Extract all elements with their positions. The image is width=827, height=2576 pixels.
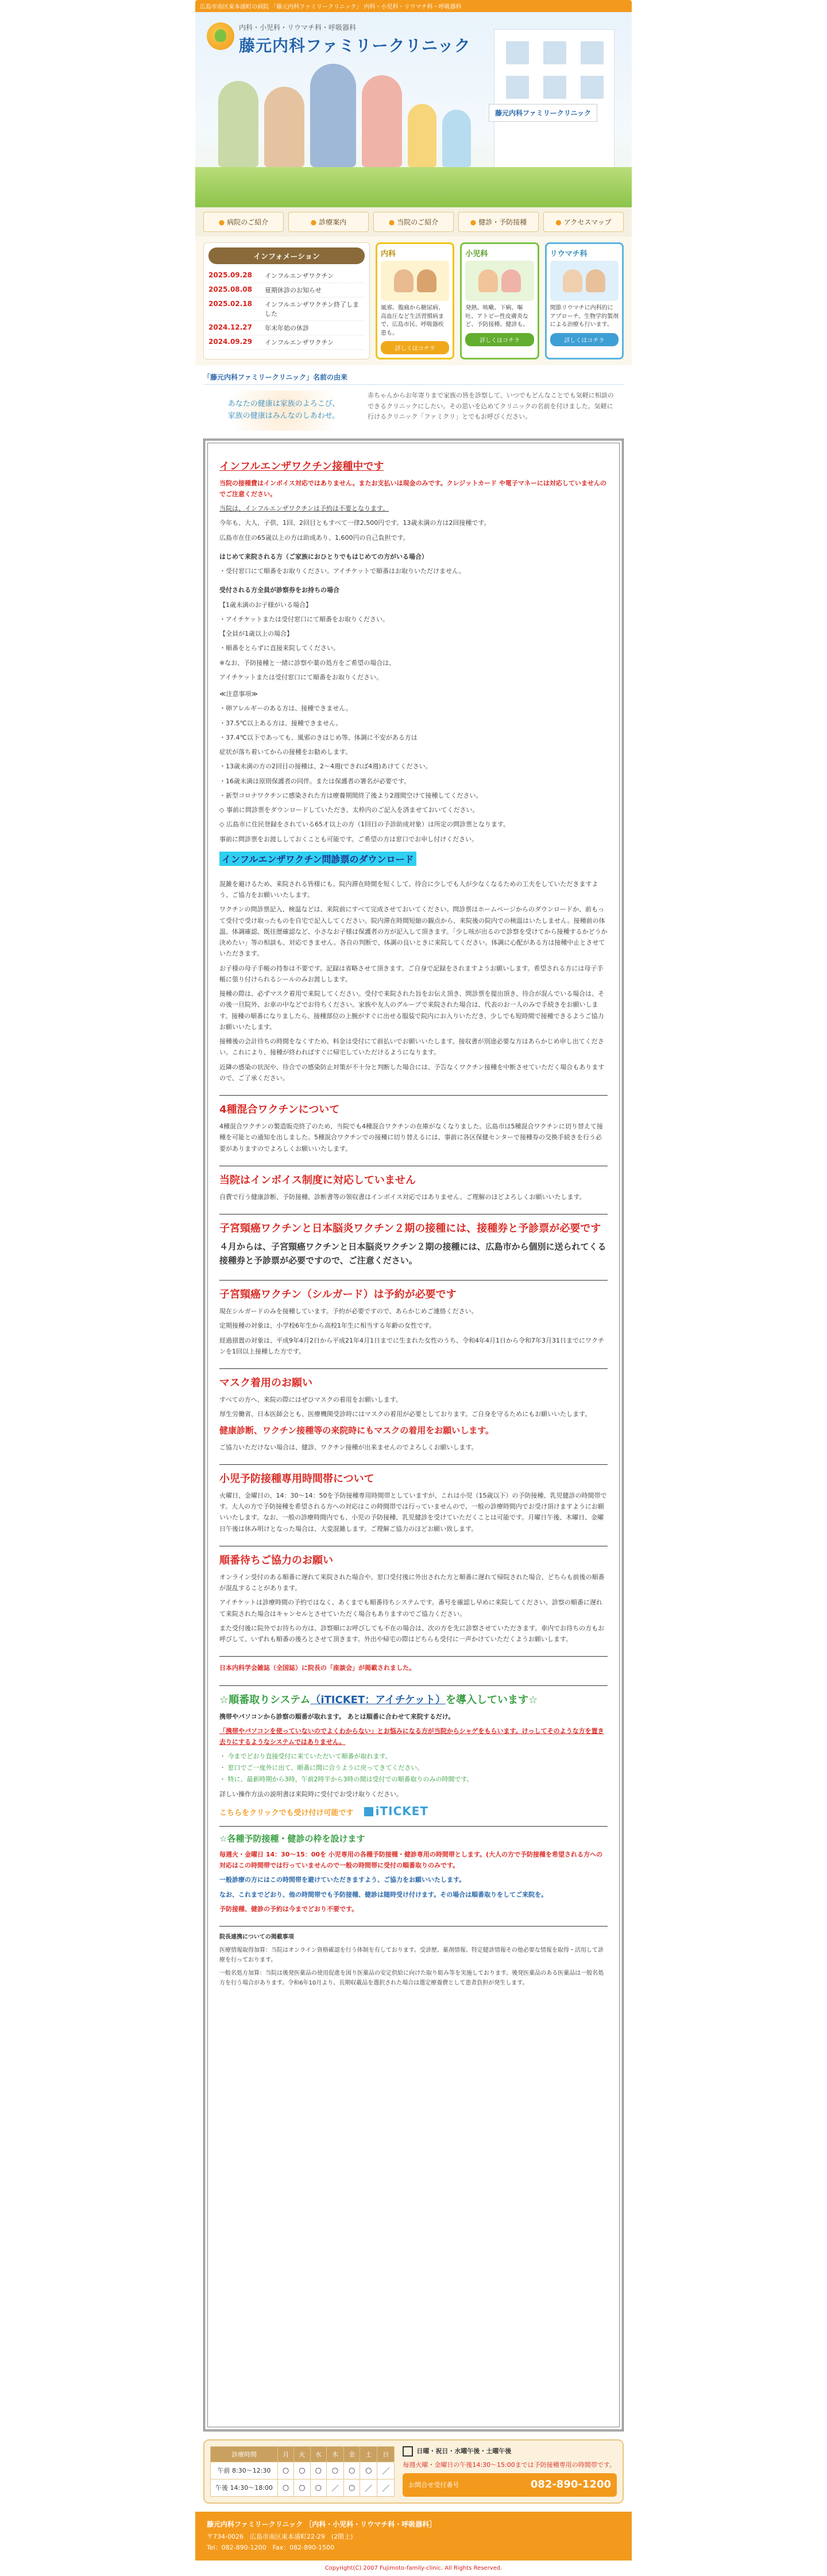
heart-leaf-icon (207, 22, 234, 50)
dept-more-button[interactable]: 詳しくはコチラ (465, 333, 534, 346)
iticket-list: ・ 今までどおり直接受付に来ていただいて順番が取れます。 ・ 窓口でご一度外に出て、順番に間に合うように戻ってきてください。 ・ 特に、最新時期から3時、午前2時半から3時の間は受付での順番取りのみの時間です。 (219, 1753, 473, 1783)
dept-desc: 風邪、腹痛から糖尿病、高血圧など生活習慣病まで、広島市民、呼吸器疾患も。 (381, 305, 444, 336)
name-origin (195, 388, 632, 439)
news-item[interactable]: 2025.02.18 インフルエンザワクチン終了しました (208, 297, 365, 321)
info-department-row (195, 237, 632, 365)
dept-desc: 発熱、咳嗽、下痢、嘔吐、アトピー性皮膚炎など、予防接種、健診も。 (465, 305, 529, 328)
news-item[interactable]: 2025.09.28 インフルエンザワクチン (208, 269, 365, 283)
circle-bullet-icon: ● (470, 218, 477, 226)
hours-table: 診療時間 月 火 水 木 金 土 日 午前 8:30〜12:30 ○ ○ ○ ○ ○ ○ ／ 午後 14:30〜18:00 ○ ○ ○ ／ ○ ／ ／ (210, 2446, 395, 2497)
catchphrase: あなたの健康は家族のよろこび、 家族の健康はみんなのしあわせ。 (209, 390, 358, 431)
ticket-icon (364, 1807, 373, 1816)
top-strip: 広島市南区東本浦町の病院 「藤元内科ファミリークリニック」 内科・小児科・リウマチ科・呼吸器科 (195, 0, 632, 12)
hours-notes: 日曜・祝日・水曜午後・土曜午後 毎週火曜・金曜日の午後14:30〜15:00までは予防接種専用の時間帯です。 お問合せ受付番号 082-890-1200 (403, 2446, 617, 2497)
closed-square-icon (403, 2446, 413, 2457)
dept-name: 内科 (381, 250, 396, 258)
silgard-section: 子宮頸癌ワクチン（シルガード）は予約が必要です 現在シルガードのみを接種しています。予約が必要ですので、あらかじめご連絡ください。 定期接種の対象は、小学校6年生から高校1年生に相当する年齢の女性です。 経過措置の対象は、平成9年4月2日から平成21年4月1日までに生まれた女性のうち、令和4年4月1日から令和7年3月31日までにワクチンを1回以上接種した方です。 (219, 1281, 608, 1369)
clinic-sign: 藤元内科ファミリークリニック (489, 104, 597, 122)
dept-more-button[interactable]: 詳しくはコチラ (550, 333, 619, 346)
circle-bullet-icon: ● (310, 218, 317, 226)
logo-title: 藤元内科ファミリークリニック (239, 36, 471, 55)
copyright: Copyright(C) 2007 Fujimoto-family-clinic. All Rights Reserved. (324, 2565, 503, 2572)
nav-checkup-vaccination[interactable]: ● 健診・予防接種 (458, 212, 539, 232)
footer: 藤元内科ファミリークリニック ［内科・小児科・リウマチ科・呼吸器科］ 〒734-0026 広島市南区東本浦町22-29 (2階上) Tel：082-890-1200 Fax：082-890-1500 (195, 2512, 632, 2560)
closed-days: 日曜・祝日・水曜午後・土曜午後 (403, 2446, 617, 2457)
table-row: 午後 14:30〜18:00 ○ ○ ○ ／ ○ ／ ／ (211, 2479, 395, 2496)
consultation-hours (203, 2439, 624, 2504)
hpv-section: 子宮頸癌ワクチンと日本脳炎ワクチン２期の接種には、接種券と予診票が必要です ４月からは、子宮頸癌ワクチンと日本脳炎ワクチン２期の接種には、広島市から個別に送られてくる接種券と予診票が必要ですので、ご注意ください。 (219, 1214, 608, 1281)
queue-cooperation-section: 順番待ちご協力のお願い オンライン受付のある順番に遅れて来院された場合や、窓口受付後に外出された方と順番に遅れて帰院された場合、どちらも前後の順番が混乱することがあります。 アイチケットは診療時間の予約ではなく、あくまでも順番待ちシステムです。番号を確認し早めに来院してください。診察の順番に遅れて来院された場合はキャンセルとさせていただく場合もありますのでご協力ください。 また受付後に院外でお待ちの方は、診察順にお呼びしても不在の場合は、次の方を先に診察させていただきます。車内でお待ちの方もお呼びして、いずれも順番の後ろとさせて頂きます。外出や帰宅の際はどちらも受付に一声かけていただくようお願いします。 (219, 1546, 608, 1657)
news-item[interactable]: 2024.09.29 インフルエンザワクチン (208, 335, 365, 350)
notice-board (207, 443, 620, 2427)
phone-box[interactable]: お問合せ受付番号 082-890-1200 (403, 2473, 617, 2497)
iticket-logo[interactable]: iTICKET (364, 1804, 428, 1818)
news-item[interactable]: 2024.12.27 年末年始の休診 (208, 321, 365, 335)
children-illustration (465, 261, 534, 301)
questionnaire-download-link[interactable]: インフルエンザワクチン問診票のダウンロード (219, 852, 416, 866)
dept-more-button[interactable]: 詳しくはコチラ (381, 341, 449, 354)
information-panel (203, 242, 370, 359)
dept-card-internal (376, 242, 454, 359)
table-row: 午前 8:30〜12:30 ○ ○ ○ ○ ○ ○ ／ (211, 2462, 395, 2479)
content-wrapper (195, 0, 632, 2576)
flu-heading: インフルエンザワクチン接種中です (219, 460, 384, 473)
flu-section: インフルエンザワクチン接種中です 当院の接種費はインボイス対応ではありません。またお支払いは現金のみです。クレジットカード や電子マネーには対応していませんのでご注意ください。 当院は、インフルエンザワクチンは予約は不要となります。 今年も、大人、子供、1回、2回目ともすべて一律2,500円です。13歳未満の方は2回接種です。 広島市在住の65歳以上の方は助成あり、1,600円の自己負担です。 はじめて来院される方（ご家族におひとりでもはじめての方がいる場合） ・受付窓口にて順番をお取りください。アイチケットで順番はお取りいただけません。 受付される方全員が診察券をお持ちの場合 【1歳未満のお子様がいる場合】 ・アイチケットまたは受付窓口にて順番をお取りください。 【全員が1歳以上の場合】 ・順番をとらずに直接来院してください。 ※なお、予防接種と一緒に診察や薬の処方をご希望の場合は、 アイチケットまたは受付窓口にて順番をお取りください。 ≪注意事項≫ ・卵アレルギーのある方は、接種できません。 ・37.5℃以上ある方は、接種できません。 ・37.4℃以下であっても、風邪のきはじめ等、体調に不安がある方は 症状が落ち着いてからの接種をお勧めします。 ・13歳未満の方の2回目の接種は、2〜4週(できれば4週)あけてください。 ・16歳未満は原則保護者の同伴。または保護者の署名が必要です。 ・新型コロナワクチンに感染された方は療養期間終了後より2週間空けて接種してください。 ◇ 事前に問診票をダウンロードしていただき、太枠内のご記入を済ませておいてください。 ◇ 広島市に住民登録をされている65才以上の方（1回目の予診助成対象）は所定の問診票となります。 事前に問診票をお渡ししておくことも可能です。ご希望の方は窓口でお申し付けください。 インフルエンザワクチン問診票のダウンロード 混雑を避けるため、来院される皆様にも、院内滞在時間を短くして、待合に少しでも人が少なくなるための工夫をしていただきますよう、ご協力をお願いいたします。 ワクチンの問診票記入、検温などは、来院前にすべて完成させておいてください。問診票はホームページからのダウンロードか、前もって受付で受け取ったものを自宅で記入してください。院内滞在時間短縮の観点から、来院後の院内での検温はいたしません。接種前の体温、体調確認、既往歴確認など、小さなお子様は保護者の方が記入して頂きます。「少し咳が出るので診察を受けてから接種するかどうか決めたい」等の相談も、対応できません。各自の判断で、体調の良いときに来院してください。体調に心配がある方は接種中止とさせていただきます。 お子様の母子手帳の持参は不要です。記録は省略させて頂きます。ご自身で記録をされますようお願いします。希望される方には母子手帳に張り付けられるシールのみお渡しします。 接種の際は、必ずマスク着用で来院してください。受付で来院された旨をお伝え頂き、問診票を提出頂き、待合が混んでいる場合は、その後一旦院外、お車の中などでお待ちください。家族や友人のグループで来院された場合は、代表のお一人のみで手続きをお願いします。接種の順番になりましたら、接種部位の上腕がすぐに出せる服装で院内にお入りいただき、少しでも短時間で接種できるようご協力お願いいたします。 接種後の会計待ちの時間をなくすため、料金は受付にて前払いでお願いいたします。接収書が別途必要な方はあらかじめ申し出てください。これにより、接種が終わればすぐに帰宅していただけるようになります。 近隣の感染の状況や、待合での感染防止対策が不十分と判断した場合には、予告なくワクチン接種を中断させていただく場合もありますので、ご了承ください。 (219, 452, 608, 1096)
notice-frame (203, 439, 624, 2431)
phone-number: 082-890-1200 (530, 2478, 611, 2491)
nav-clinic-intro[interactable]: ● 病院のご紹介 (203, 212, 284, 232)
news-item[interactable]: 2025.08.08 夏期休診のお知らせ (208, 283, 365, 297)
nav-about[interactable]: ● 当院のご紹介 (373, 212, 454, 232)
doctor-illustration (381, 261, 449, 301)
dept-desc: 関節リウマチに内科的にアプローチ。生物学的製剤による治療も行います。 (550, 305, 619, 328)
clinic-logo[interactable] (207, 22, 471, 56)
circle-bullet-icon: ● (388, 218, 395, 226)
iticket-reception-link[interactable]: こちらをクリックでも受け付け可能です (219, 1808, 354, 1817)
vaccination-slot-section: ☆各種予防接種・健診の枠を設けます 毎週火・金曜日 14：30〜15：00を 小児専用の各種予防接種・健診専用の時間帯とします。(大人の方で予防接種を希望される方への対応はこの時間帯では行っていませんので一般の時間帯に受付の順番取りのみです。 一般診療の方にはこの時間帯を避けていただきますよう、ご協力をお願いいたします。 なお、これまでどおり、他の時間帯でも予防接種、健診は随時受け付けます。その場合は順番取りをしてご来院を。 予防接種、健診の予約は今までどおり不要です。 (219, 1827, 608, 1927)
iticket-section: ☆順番取りシステム（iTICKET：アイチケット）を導入しています☆ 携帯やパソコンから診察の順番が取れます。 あとは順番に合わせて来院するだけ。 「携帯やパソコンを使っていないのでよくわからない」とお悩みになる方が当院からシャゲをもらいます。けっしてそのような方を置き去りにするようなシステムではありません。 ・ 今までどおり直接受付に来ていただいて順番が取れます。 ・ 窓口でご一度外に出て、順番に間に合うように戻ってきてください。 ・ 特に、最新時期から3時、午前2時半から3時の間は受付での順番取りのみの時間です。 詳しい操作方法の説明書は来院時に受付でお受け取りください。 こちらをクリックでも受け付け可能です iTICKET (219, 1686, 608, 1827)
logo-subtitle: 内科・小児科・リウマチ科・呼吸器科 (239, 24, 357, 32)
fee-notice-section: 院長連携についての掲載事項 医療情報取得加算：当院はオンライン資格確認を行う体制を有しております。受診歴、薬剤情報、特定健診情報その他必要な情報を取得・活用して診療を行っております。 一般名処方加算：当院は後発医薬品の使用促進を図り医薬品の安定供給に向けた取り組み等を実施しております。後発医薬品のある医薬品は一般名処方を行う場合があります。令和6年10月より、長期収載品を選択された場合は選定療養費として患者負担が発生します。 (219, 1934, 604, 1987)
lawn-illustration (195, 167, 632, 207)
clinic-building-illustration (494, 29, 615, 173)
journal-link[interactable]: 日本内科学会雑誌（全国誌）に院長の「座談会」が掲載されました。 (219, 1664, 415, 1672)
nav-access-map[interactable]: ● アクセスマップ (543, 212, 624, 232)
information-heading: インフォメーション (208, 247, 365, 264)
main-nav (195, 207, 632, 237)
circle-bullet-icon: ● (218, 218, 225, 226)
circle-bullet-icon: ● (555, 218, 562, 226)
dept-name: リウマチ科 (550, 250, 588, 258)
journal-section (219, 1657, 608, 1685)
elderly-illustration (550, 261, 619, 301)
iticket-heading: ☆順番取りシステム（iTICKET：アイチケット）を導入しています☆ (219, 1693, 538, 1706)
dept-card-rheumatology (545, 242, 624, 359)
header (195, 12, 632, 207)
family-illustration (218, 64, 471, 167)
four-in-one-vaccine-section: 4種混合ワクチンについて 4種混合ワクチンの製造販売終了のため、当院でも4種混合ワクチンの在庫がなくなりました。広島市は5種混合ワクチンに切り替えて接種を可能との通知を出しました。5種混合ワクチンでの接種に切り替えるには、事前に各区保健センターで接種券の交換手続きを行う必要がありますのでよろしくお願いいたします。 (219, 1096, 608, 1166)
dept-card-pediatrics (460, 242, 539, 359)
name-origin-heading: 「藤元内科ファミリークリニック」名前の由来 (203, 372, 624, 385)
invoice-section: 当院はインボイス制度に対応していません 自費で行う健康診断、予防接種、診断書等の領収書はインボイス対応ではありません。ご理解のほどよろしくお願いいたします。 (219, 1166, 608, 1214)
dept-name: 小児科 (465, 250, 488, 258)
nav-medical-guide[interactable]: ● 診療案内 (288, 212, 369, 232)
origin-text: 赤ちゃんからお年寄りまで家族の皆を診察して、いつでもどんなことでも気軽に相談のできるクリニックにしたい。その思いを込めてクリニックの名前を付けました。気軽に行けるクリニック「ファミクリ」とでもお呼びください。 (368, 392, 614, 421)
pediatric-hours-section: 小児予防接種専用時間帯について 火曜日、金曜日の、14：30〜14：50を予防接種専用時間帯としていますが、これは小児（15歳以下）の予防接種、乳児健診の時間帯です。大人の方で予防接種を希望される方への対応はこの時間帯では行っていませんので、一般の診療時間内でお受け頂けますようにお願いいたします。なお、一般の診療時間内でも、小児の予防接種、乳児健診を受けていただくことは可能です。月曜日午後、木曜日、金曜日午後は休み明けとなった場合は、大変混雑します。ご理解ご協力のほどお願い致します。 (219, 1465, 608, 1546)
mask-section: マスク着用のお願い すべての方へ、来院の際にはぜひマスクの着用をお願いします。 厚生労働省、日本医師会とも、医療機関受診時にはマスクの着用が必要としております。ご自身を守るためにもお願いいたします。 健康診断、ワクチン接種等の来院時にもマスクの着用をお願いします。 ご協力いただけない場合は、健診、ワクチン接種が出来ませんのでよろしくお願いします。 (219, 1369, 608, 1465)
